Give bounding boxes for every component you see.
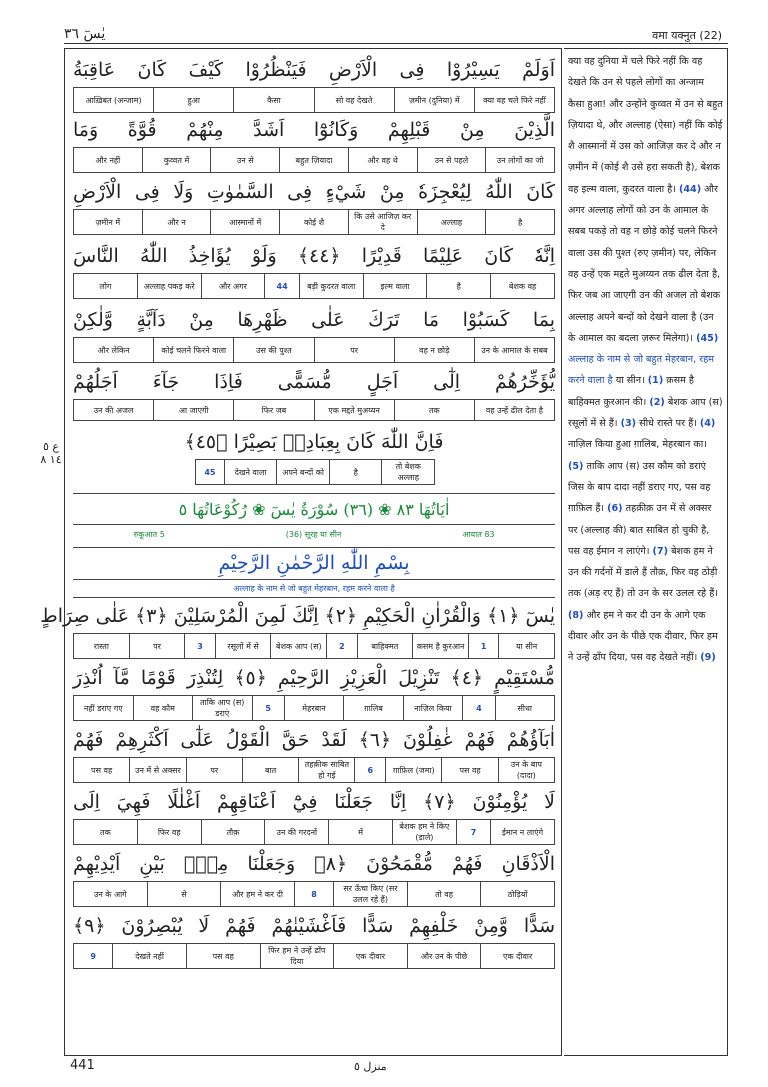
arabic-line: لَا يُؤْمِنُوْنَ ﴿٧﴾ اِنَّا جَعَلْنَا فِيْٓ اَعْنَاقِهِمْ اَغْلٰلًا فَهِيَ اِلَى: [73, 791, 555, 813]
gloss-cell: एक दीवार: [333, 944, 407, 968]
gloss-cell: बात: [242, 758, 298, 782]
ayah-number: (4): [699, 418, 716, 430]
gloss-row: [73, 881, 555, 907]
gloss-cell: ईमान न लाएंगे: [490, 820, 554, 844]
gloss-cell: फिर हम ने उन्हें ढाँप दिया: [260, 944, 334, 968]
translation-text: और अगर अल्लाह लोगों को उन के आमाल के सबब पकड़े तो वह न छोड़े कोई चलने फिरने वाला उस की पुश्त (रुए ज़मीन) पर, लेकिन वह उन्हें एक मद्दते मुअय्यन तक ढील देता है, फिर जब आ जाएगी उन की अजल तो बेशक अल्लाह अपने बन्दों को देखने वाला है (उन के आमाल का बदला ज़रूर मिलेगा)।: [568, 183, 721, 344]
gloss-cell: इल्म वाला: [363, 274, 427, 298]
gloss-cell: बहुत ज़ियादा: [279, 148, 348, 172]
translation-text: ताकि आप (स) उस कौम को डराएं जिस के बाप दादा नहीं डराए गए, पस वह ग़ाफ़िल हैं।: [568, 460, 711, 515]
gloss-cell: में: [328, 820, 392, 844]
ayah-number: 6: [354, 758, 385, 782]
gloss-cell: है: [329, 460, 382, 484]
gloss-cell: है: [426, 274, 490, 298]
translation-text: क्या वह दुनिया में चले फिरे नहीं कि वह देखते कि उन से पहले लोगों का अन्जाम कैसा हुआ! और उन्होंने कुव्वत में उन से बहुत ज़ियादा थे, और अल्लाह (ऐसा) नहीं कि कोई शै आस्मानों में उस को आजिज़ कर दे और न ज़मीन में (कोई शै उसे हरा सकती है), बेशक वह इल्म वाला, कुदरत वाला है।: [568, 56, 723, 195]
arabic-line: يٰسٓ ﴿١﴾ وَالْقُرْاٰنِ الْحَكِيْمِ ﴿٢﴾ اِنَّكَ لَمِنَ الْمُرْسَلِيْنَ ﴿٣﴾ عَلٰى صِرَاطٍ: [40, 605, 555, 627]
manzil-label: منزل ٥: [354, 1060, 387, 1073]
gloss-cell: फिर वह: [137, 820, 201, 844]
gloss-cell: तहक़ीक साबित हो गई: [298, 758, 354, 782]
ayah-number: 45: [204, 467, 216, 477]
ayah-number: 4: [462, 696, 494, 720]
arabic-line: يُّؤَخِّرُهُمْ اِلٰٓى اَجَلٍ مُّسَمًّى فَاِذَا جَآءَ اَجَلُهُمْ: [73, 371, 555, 393]
gloss-cell: बड़ी कुदरत वाला: [299, 274, 363, 298]
gloss-row: [73, 337, 555, 363]
gloss-cell: क़सम है कुरआन: [412, 634, 468, 658]
gloss-cell: कोई शै: [279, 210, 348, 234]
gloss-cell: और वह थे: [348, 148, 417, 172]
gloss-cell: अपने बन्दों को: [276, 460, 329, 484]
translation-sidebar: [564, 48, 728, 1056]
gloss-cell: अल्लाह पकड़ करे: [137, 274, 201, 298]
gloss-row: [73, 209, 555, 235]
surah-header-arabic: يٰسٓ ٣٦: [64, 26, 106, 42]
gloss-cell: पस वह: [441, 758, 497, 782]
ayah-number: 5: [252, 696, 284, 720]
ayah-number: (7): [652, 545, 668, 557]
gloss-cell: कैसा: [233, 88, 313, 112]
gloss-cell: क्या वह चले फिरे नहीं: [474, 88, 554, 112]
arabic-line: كَانَ اللّٰهُ لِيُعْجِزَهٗ مِنْ شَيْءٍ فِى السَّمٰوٰتِ وَلَا فِى الْاَرْضِ: [73, 181, 555, 203]
gloss-row: [73, 87, 555, 113]
gloss-cell: है: [485, 210, 554, 234]
ruku-margin-mark: ع ٥ ١٤ ٨: [40, 440, 62, 466]
translation-text: और हम ने कर दी उन के आगे एक दीवार और उन के पीछे एक दीवार, फिर हम ने उन्हें ढाँप दिया, पस वह देखते नहीं।: [568, 609, 718, 664]
ayah-number: 9: [90, 951, 96, 961]
gloss-cell: या सीन: [498, 634, 554, 658]
gloss-cell: फिर जब: [233, 400, 313, 420]
gloss-cell: ठोड़ियों: [480, 882, 554, 906]
gloss-cell: हुआ: [153, 88, 233, 112]
gloss-cell: सो वह देखते: [314, 88, 394, 112]
ayah-number: (44): [678, 183, 702, 195]
translation-text: या सीन।: [615, 375, 645, 387]
bismillah-translation: अल्लाह के नाम से जो बहुत मेहरबान, रहम करने वाला है: [568, 354, 714, 387]
arabic-line: الَّذِيْنَ مِنْ قَبْلِهِمْ وَكَانُوْٓا اَشَدَّ مِنْهُمْ قُوَّةً وَمَا: [73, 119, 555, 141]
gloss-cell: वह कौम: [133, 696, 193, 720]
gloss-cell: ज़मीन (दुनिया) में: [394, 88, 474, 112]
gloss-cell: उन के आमाल के सबब: [474, 338, 554, 362]
bismillah: بِسْمِ اللّٰهِ الرَّحْمٰنِ الرَّحِيْمِ: [73, 547, 555, 577]
gloss-cell: ग़ालिब: [343, 696, 403, 720]
arabic-line: سَدًّا وَّمِنْ خَلْفِهِمْ سَدًّا فَاَغْشَيْنٰهُمْ فَهُمْ لَا يُبْصِرُوْنَ ﴿٩﴾: [73, 915, 555, 937]
gloss-row: [73, 757, 555, 783]
gloss-cell: अल्लाह: [417, 210, 486, 234]
gloss-cell: कुव्वत में: [142, 148, 211, 172]
gloss-cell: तौक़: [201, 820, 265, 844]
gloss-cell: बेशक आप (स): [270, 634, 326, 658]
ayah-number: 2: [326, 634, 356, 658]
gloss-cell: पस वह: [186, 944, 260, 968]
ayah-number: (6): [607, 503, 623, 515]
gloss-cell: से: [147, 882, 221, 906]
gloss-cell: नाज़िल किया: [403, 696, 463, 720]
ayah-number: (8): [568, 609, 584, 621]
bismillah-translation: अल्लाह के नाम से जो बहुत मेहरबान, रहम करने वाला है: [73, 579, 555, 598]
arabic-line: اَوَلَمْ يَسِيْرُوْا فِى الْاَرْضِ فَيَنْظُرُوْا كَيْفَ كَانَ عَاقِبَةُ: [73, 59, 555, 81]
gloss-cell: तक: [100, 827, 111, 837]
ayah-number: 7: [456, 820, 490, 844]
gloss-cell: और अगर: [201, 274, 265, 298]
gloss-cell: पर: [186, 758, 242, 782]
translation-text: सीधे रास्ते पर हैं।: [639, 418, 697, 430]
page-footer: [64, 1058, 728, 1074]
gloss-cell: और न: [142, 210, 211, 234]
gloss-row: [73, 943, 555, 969]
gloss-cell: एक मद्दते मुअय्यन: [314, 400, 394, 420]
gloss-cell: उन की अजल: [93, 405, 134, 415]
gloss-cell: उन के बाप (दादा): [498, 758, 554, 782]
gloss-cell: तो वह: [407, 882, 481, 906]
gloss-cell: तक: [394, 400, 474, 420]
gloss-cell: मेहरबान: [284, 696, 344, 720]
ayah-number: (5): [568, 460, 584, 472]
gloss-cell: देखते नहीं: [112, 944, 186, 968]
gloss-cell: और नहीं: [95, 155, 121, 165]
gloss-cell: कोई चलने फिरने वाला: [153, 338, 233, 362]
ayat-count: आयात 83: [462, 530, 495, 539]
ayah-number: (45): [696, 332, 719, 344]
gloss-cell: उस की पुश्त: [233, 338, 313, 362]
translation-text: नाज़िल किया हुआ ग़ालिब, मेहरबान का।: [568, 439, 707, 451]
gloss-row: [73, 633, 555, 659]
gloss-cell: रास्ता: [93, 641, 109, 651]
gloss-row: [73, 695, 555, 721]
gloss-row: [73, 273, 555, 299]
gloss-cell: और हम ने कर दी: [220, 882, 294, 906]
gloss-cell: बेशक वह: [490, 274, 554, 298]
gloss-cell: पस वह: [91, 765, 113, 775]
gloss-row: [195, 459, 435, 485]
gloss-cell: वह न छोड़े: [394, 338, 474, 362]
gloss-cell: उन की गरदनों: [264, 820, 328, 844]
gloss-cell: बाहिक्मत: [357, 634, 413, 658]
gloss-cell: ताकि आप (स) डराएं: [192, 696, 252, 720]
gloss-cell: आस्मानों में: [210, 210, 279, 234]
page-number: 441: [70, 1058, 95, 1073]
surah-name: (36) सूरह या सीन: [285, 530, 342, 539]
page-header: [64, 26, 728, 44]
gloss-row: [73, 819, 555, 845]
arabic-line: مُّسْتَقِيْمٍ ﴿٤﴾ تَنْزِيْلَ الْعَزِيْزِ الرَّحِيْمِ ﴿٥﴾ لِتُنْذِرَ قَوْمًا مَّآ اُنْذِرَ: [73, 667, 555, 689]
gloss-cell: नहीं डराए गए: [83, 703, 123, 713]
gloss-cell: आ जाएगी: [153, 400, 233, 420]
gloss-cell: और लेकिन: [97, 345, 130, 355]
arabic-line: بِمَا كَسَبُوْا مَا تَرَكَ عَلٰى ظَهْرِهَا مِنْ دَآبَّةٍ وَّلٰكِنْ: [73, 309, 555, 331]
gloss-cell: ज़मीन में: [95, 217, 121, 227]
gloss-cell: लोग: [99, 281, 112, 291]
gloss-cell: उन के आगे: [93, 889, 127, 899]
gloss-row: [73, 399, 555, 421]
gloss-cell: पर: [314, 338, 394, 362]
surah-banner-translation: [73, 529, 555, 540]
gloss-cell: तो बेशक अल्लाह: [381, 460, 434, 484]
arabic-line: الْاَذْقَانِ فَهُمْ مُّقْمَحُوْنَ ﴿٨﴾ وَجَعَلْنَا مِنْۢ بَيْنِ اَيْدِيْهِمْ: [73, 853, 555, 875]
ayah-number: (9): [700, 652, 716, 664]
translation-text: तहक़ीक़ उन में से अक्सर पर (अल्लाह की) बात साबित हो चुकी है, पस वह ईमान न लाएंगे।: [568, 503, 712, 557]
gloss-cell: और उन के पीछे: [407, 944, 481, 968]
arabic-line: اٰبَآؤُهُمْ فَهُمْ غٰفِلُوْنَ ﴿٦﴾ لَقَدْ حَقَّ الْقَوْلُ عَلٰٓى اَكْثَرِهِمْ فَهُمْ: [73, 729, 555, 751]
gloss-cell: वह उन्हें ढील देता है: [474, 400, 554, 420]
gloss-cell: एक दीवार: [480, 944, 554, 968]
ayah-number: 44: [264, 274, 298, 298]
gloss-cell: उन से पहले: [417, 148, 486, 172]
gloss-cell: रसूलों में से: [215, 634, 271, 658]
gloss-cell: उन में से अक्सर: [129, 758, 185, 782]
gloss-cell: उन लोगों का जो: [485, 148, 554, 172]
gloss-cell: सीधा: [495, 696, 555, 720]
ayah-number: 1: [468, 634, 498, 658]
ruku-count: रुकूआत 5: [133, 530, 165, 539]
translation-text: बेशक आप (स) रसूलों में से हैं।: [568, 396, 723, 430]
gloss-cell: आख़िबत (अन्जाम): [85, 95, 142, 105]
section-title: वमा यक्नुत (22): [652, 29, 722, 42]
translation-text: क़सम है बाहिक्मत कुरआन की।: [568, 375, 695, 408]
gloss-cell: पर: [129, 634, 185, 658]
gloss-row: [73, 147, 555, 173]
ayah-number: (1): [647, 375, 664, 387]
ayah-number: (2): [649, 396, 665, 408]
gloss-cell: बेशक हम ने किए (डाले): [392, 820, 456, 844]
gloss-cell: सर ऊँचा किए (सर उलल रहे हैं): [333, 882, 407, 906]
gloss-cell: ग़ाफ़िल (जमा): [385, 758, 441, 782]
ayah-number: 8: [294, 882, 333, 906]
surah-banner: اٰيَاتُهَا ٨٣ ❀ (٣٦) سُوْرَةُ يٰسٓ ❀ رُكُوْعَاتُهَا ٥: [73, 493, 555, 525]
gloss-cell: देखने वाला: [224, 460, 277, 484]
arabic-line: اِنَّهٗ كَانَ عَلِيْمًا قَدِيْرًا ﴿٤٤﴾ وَلَوْ يُؤَاخِذُ اللّٰهُ النَّاسَ: [73, 245, 555, 267]
ayah-number: (3): [620, 418, 637, 430]
arabic-line: فَاِنَّ اللّٰهَ كَانَ بِعِبَادِهٖ بَصِيْرًا ﴿٤٥﴾: [184, 431, 444, 453]
gloss-cell: उन से: [210, 148, 279, 172]
ayah-number: 3: [184, 634, 214, 658]
gloss-cell: कि उसे आजिज़ कर दे: [348, 210, 417, 234]
translation-text: बेशक हम ने उन की गर्दनों में डाले हैं तौक़, फिर वह ठोड़ी तक (अड़ रए हैं) तो उन के सर उलल रहे हैं।: [568, 545, 718, 600]
